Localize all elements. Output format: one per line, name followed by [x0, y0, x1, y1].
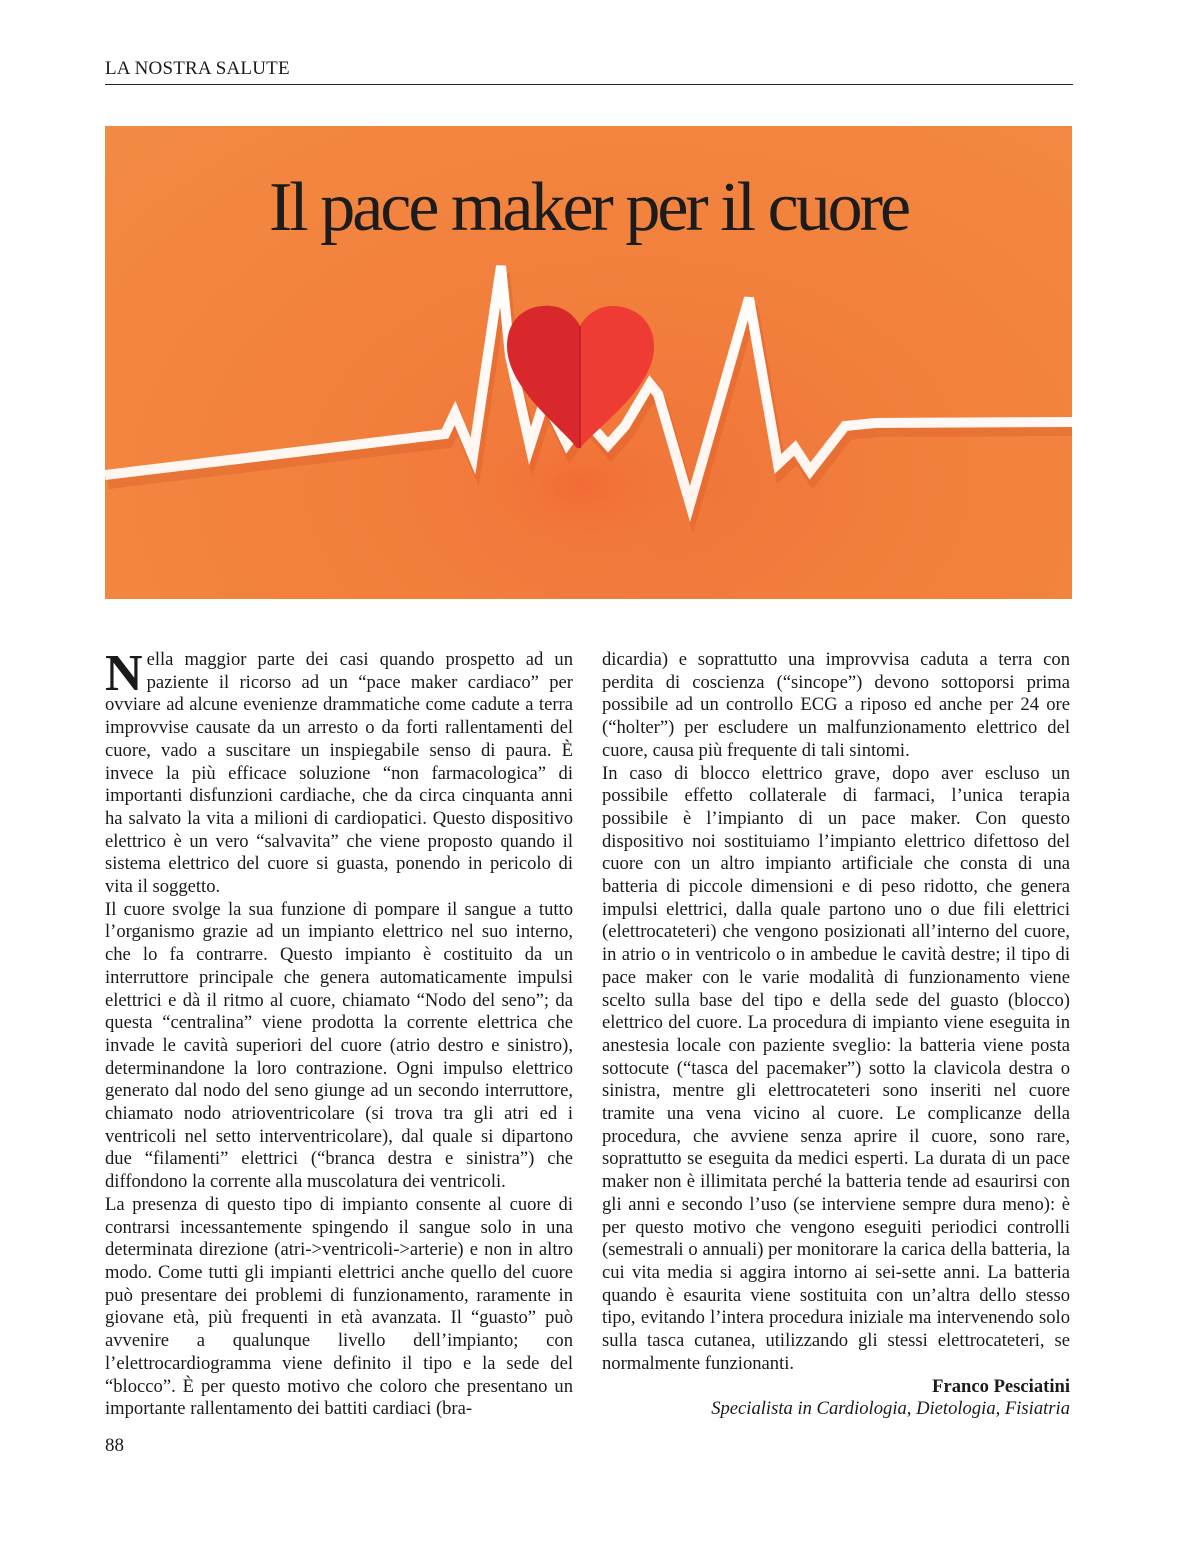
- header-rule: [105, 84, 1073, 85]
- author-role: Specialista in Cardiologia, Dietologia, Fisiatria: [711, 1398, 1070, 1420]
- paragraph-text: ella maggior parte dei casi quando prospetto ad un paziente il ricorso ad un “pace maker cardiaco” per ovviare ad alcune evenienze drammatiche come cadute a terra improvvise causate da un arresto o da forti rallentamenti del cuore, vado a suscitare un inspiegabile senso di paura. È invece la più efficace soluzione “non farmacologica” di importanti disfunzioni cardiache, che da circa cinquanta anni ha salvato la vita a milioni di cardiopatici. Questo dispositivo elettrico è un vero “salvavita” che viene proposto quando il sistema elettrico del cuore si guasta, ponendo in pericolo di vita il soggetto.: [105, 649, 573, 898]
- article-column-right: [602, 649, 1070, 1421]
- article-paragraph: Il cuore svolge la sua funzione di pompare il sangue a tutto l’organismo grazie ad un impianto elettrico nel suo interno, che lo fa contrarre. Questo impianto è costituito da un interruttore principale che genera automaticamente impulsi elettrici e dà il ritmo al cuore, chiamato “Nodo del seno”; da questa “centralina” viene prodotta la corrente elettrica che invade le cavità superiori del cuore (atrio destro e sinistro), determinandone la loro contrazione. Ogni impulso elettrico generato dal nodo del seno giunge ad un secondo interruttore, chiamato nodo atrioventricolare (si trova tra gli atri ed i ventricoli nel setto interventricolare), dal quale si dipartono due “filamenti” elettrici (“branca destra e sinistra”) che diffondono la corrente alla muscolatura dei ventricoli.: [105, 898, 573, 1193]
- page-number: 88: [105, 1435, 124, 1456]
- hero-image: [105, 126, 1072, 599]
- article-column-left: [105, 645, 573, 1421]
- article-title: Il pace maker per il cuore: [268, 169, 909, 246]
- article-paragraph: dicardia) e soprattutto una improvvisa caduta a terra con perdita di coscienza (“sincope”) devono sottoporsi prima possibile ad un controllo ECG a riposo ed anche per 24 ore (“holter”) per escludere un malfunzionamento elettrico del cuore, causa più frequente di tali sintomi.: [602, 649, 1070, 761]
- article-paragraph: In caso di blocco elettrico grave, dopo aver escluso un possibile effetto collaterale di farmaci, l’unica terapia possibile è l’impianto di un pace maker. Con questo dispositivo noi sostituiamo l’impianto elettrico difettoso del cuore con un altro impianto artificiale che consta di una batteria di piccole dimensioni e di peso ridotto, che genera impulsi elettrici, dalla quale partono uno o due fili elettrici (elettrocateteri) che vengono posizionati all’interno del cuore, in atrio o in ventricolo o in ambedue le cavità destre; il tipo di pace maker con le varie modalità di funzionamento viene scelto sulla base del tipo e della sede del guasto (blocco) elettrico del cuore. La procedura di impianto viene eseguita in anestesia locale con paziente sveglio: la batteria viene posta sottocute (“tasca del pacemaker”) sotto la clavicola destra o sinistra, mentre gli elettrocateteri sono inseriti nel cuore tramite una vena vicino al cuore. Le complicanze della procedura, che avviene senza aprire il cuore, sono rare, soprattutto se eseguita da medici esperti. La durata di un pace maker non è illimitata perché la batteria tende ad esaurirsi con gli anni e secondo l’uso (se interviene sempre dura meno): è per questo motivo che vengono eseguiti periodici controlli (semestrali o annuali) per monitorare la carica della batteria, la cui vita media si aggira intorno ai sei-sette anni. La batteria quando è esaurita viene sostituita con un’altra dello stesso tipo, evitando l’intera procedura iniziale ma intervenendo solo sulla tasca cutanea, utilizzando gli stessi elettrocateteri, se normalmente funzionanti.: [602, 762, 1070, 1374]
- author-name: Franco Pesciatini: [932, 1375, 1070, 1397]
- article-paragraph: La presenza di questo tipo di impianto consente al cuore di contrarsi incessantemente spingendo il sangue solo in una determinata direzione (atri->ventricoli->arterie) e non in altro modo. Come tutti gli impianti elettrici anche quello del cuore può presentare dei problemi di funzionamento, raramente in giovane età, più frequenti in età avanzata. Il “guasto” può avvenire a qualunque livello dell’impianto; con l’elettrocardiogramma viene definito il tipo e la sede del “blocco”. È per questo motivo che coloro che presentano un importante rallentamento dei battiti cardiaci (bra-: [105, 1193, 573, 1420]
- article-paragraph: [105, 645, 573, 899]
- section-header: LA NOSTRA SALUTE: [105, 58, 290, 79]
- drop-cap: N: [105, 645, 143, 702]
